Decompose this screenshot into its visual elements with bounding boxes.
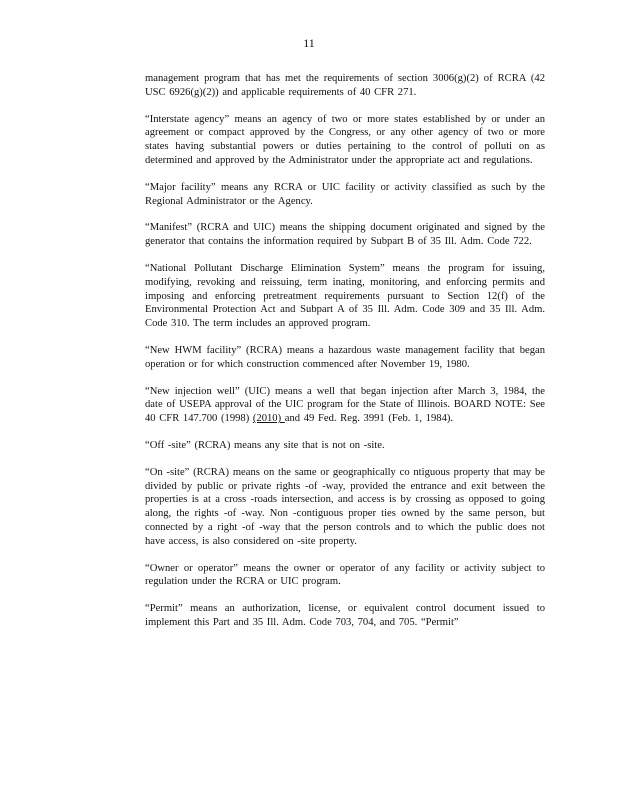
new-injection-well-text: “New injection well” (UIC) means a well that began injection after March 3, 1984, the date of USEPA approval of the UIC program for the State of Illinois. BOARD NOTE: See 40 CFR 147.700 (1998): [145, 385, 545, 425]
definition-interstate-agency: “Interstate agency” means an agency of two or more states established by or under an agreement or compact approved by the Congress, or any other agency of two or more states having substantial powers or duties pertaining to the control of polluti on as determined and approved by the Administrator under the appropriate act and regulations.: [145, 113, 545, 166]
definition-major-facility: “Major facility” means any RCRA or UIC facility or activity classified as such by the Regional Administrator or the Agency.: [145, 181, 545, 207]
underlined-amendment-year: (2010): [252, 413, 285, 425]
new-injection-well-text-end: and 49 Fed. Reg. 3991 (Feb. 1, 1984).: [284, 413, 454, 425]
definition-on-site: “On -site” (RCRA) means on the same or geographically co ntiguous property that may be divided by public or private rights -of -way, provided the entrance and exit between the properties is at a cross -roads intersection, and access is by crossing as opposed to going along, the rights -of -way. Non -contiguous proper ties owned by the same person, but connected by a right -of -way that the person controls and to which the public does not have access, is also considered on -site property.: [145, 466, 545, 547]
definition-npdes: “National Pollutant Discharge Elimination System” means the program for issuing, modifying, revoking and reissuing, term inating, monitoring, and enforcing permits and imposing and enforcing pretreatment requirements pursuant to Section 12(f) of the Environmental Protection Act and Subpart A of 35 Ill. Adm. Code 309 and 35 Ill. Adm. Code 310. The term includes an approved program.: [145, 262, 545, 330]
definition-new-hwm-facility: “New HWM facility” (RCRA) means a hazardous waste management facility that began operation or for which construction commenced after November 19, 1980.: [145, 344, 545, 370]
definition-permit: “Permit” means an authorization, license, or equivalent control document issued to implement this Part and 35 Ill. Adm. Code 703, 704, and 705. “Permit”: [145, 603, 545, 628]
document-body: [145, 72, 545, 643]
page-number: 11: [303, 36, 315, 50]
definition-off-site: “Off -site” (RCRA) means any site that is not on -site.: [145, 439, 385, 451]
paragraph-continuation: management program that has met the requirements of section 3006(g)(2) of RCRA (42 USC 6926(g)(2)) and applicable requirements of 40 CFR 271.: [145, 73, 545, 98]
definition-manifest: “Manifest” (RCRA and UIC) means the shipping document originated and signed by the generator that contains the information required by Subpart B of 35 Ill. Adm. Code 722.: [145, 222, 545, 248]
definition-owner-or-operator: “Owner or operator” means the owner or operator of any facility or activity subject to regulation under the RCRA or UIC program.: [145, 562, 545, 588]
definition-new-injection-well: [145, 385, 545, 426]
